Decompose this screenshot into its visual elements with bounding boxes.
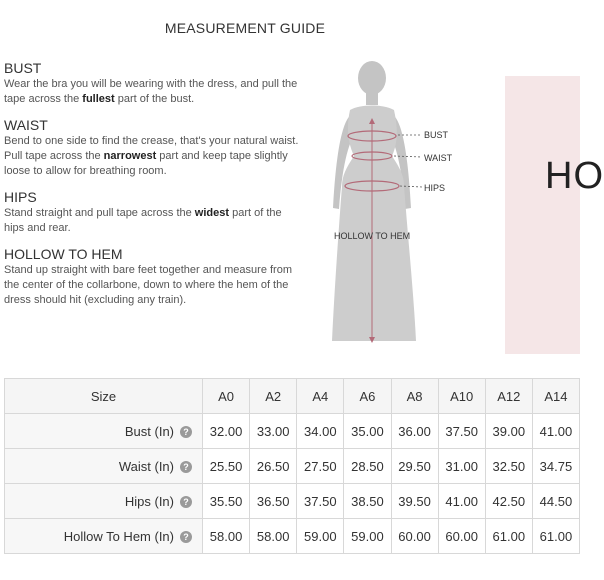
bust-section [4,60,304,107]
row-label-hips: Hips (In) ? [5,484,203,519]
size-col-header: A14 [532,379,579,414]
size-col-header: A4 [297,379,344,414]
table-cell: 60.00 [391,519,438,554]
table-cell: 60.00 [438,519,485,554]
bust-text: Wear the bra you will be wearing with the dress, and pull the tape across the fullest part of the bust. [4,78,298,105]
table-cell: 39.00 [485,414,532,449]
bust-heading: BUST [4,60,42,76]
table-cell: 58.00 [250,519,297,554]
table-cell: 33.00 [250,414,297,449]
table-cell: 42.50 [485,484,532,519]
mannequin-neck [366,91,378,105]
table-cell: 35.50 [203,484,250,519]
table-cell: 36.50 [250,484,297,519]
page-title: MEASUREMENT GUIDE [164,20,326,36]
table-row-bust [5,414,580,449]
size-col-header: A12 [485,379,532,414]
table-cell: 61.00 [485,519,532,554]
table-cell: 34.00 [297,414,344,449]
waist-heading: WAIST [4,117,48,133]
table-cell: 31.00 [438,449,485,484]
hollow-to-hem-section [4,246,304,308]
table-cell: 61.00 [532,519,579,554]
mannequin-head [358,61,386,95]
help-icon[interactable]: ? [180,496,192,508]
table-cell: 44.50 [532,484,579,519]
row-label-bust: Bust (In) ? [5,414,203,449]
help-icon[interactable]: ? [180,531,192,543]
row-label-hollow-to-hem: Hollow To Hem (In) ? [5,519,203,554]
waist-text: Bend to one side to find the crease, that's your natural waist. Pull tape across the narrowest part and keep tape slightly loose to allow for breathing room. [4,135,299,177]
size-col-header: A2 [250,379,297,414]
table-cell: 34.75 [532,449,579,484]
size-chart-table [4,378,580,554]
hollow-to-hem-label: HOLLOW TO HEM [334,231,411,241]
table-cell: 29.50 [391,449,438,484]
table-row-hips [5,484,580,519]
size-col-header: A6 [344,379,391,414]
table-cell: 39.50 [391,484,438,519]
size-header-row [5,379,580,414]
hips-label: HIPS [424,183,446,193]
hollow-to-hem-text: Stand up straight with bare feet together and measure from the center of the collarbone, down to where the hem of the dress should hit (excluding any train). [4,264,292,306]
table-cell: 37.50 [297,484,344,519]
mannequin-figure [320,58,470,348]
table-cell: 38.50 [344,484,391,519]
size-header-label: Size [5,379,203,414]
table-cell: 27.50 [297,449,344,484]
table-cell: 59.00 [344,519,391,554]
table-cell: 32.50 [485,449,532,484]
banner-panel [505,76,580,354]
hips-text: Stand straight and pull tape across the widest part of the hips and rear. [4,207,282,234]
waist-label: WAIST [424,153,453,163]
table-cell: 58.00 [203,519,250,554]
table-cell: 41.00 [532,414,579,449]
table-cell: 32.00 [203,414,250,449]
row-label-waist: Waist (In) ? [5,449,203,484]
banner-text: HO [545,155,604,197]
size-col-header: A0 [203,379,250,414]
waist-section [4,117,304,179]
size-col-header: A10 [438,379,485,414]
hips-heading: HIPS [4,189,37,205]
bust-label: BUST [424,130,449,140]
table-cell: 59.00 [297,519,344,554]
hips-section [4,189,304,236]
table-row-waist [5,449,580,484]
table-cell: 41.00 [438,484,485,519]
table-cell: 26.50 [250,449,297,484]
table-cell: 37.50 [438,414,485,449]
measurement-instructions [4,60,304,318]
size-col-header: A8 [391,379,438,414]
table-cell: 25.50 [203,449,250,484]
table-cell: 35.00 [344,414,391,449]
help-icon[interactable]: ? [180,461,192,473]
table-cell: 36.00 [391,414,438,449]
hollow-to-hem-heading: HOLLOW TO HEM [4,246,123,262]
table-cell: 28.50 [344,449,391,484]
table-row-hollow-to-hem [5,519,580,554]
help-icon[interactable]: ? [180,426,192,438]
